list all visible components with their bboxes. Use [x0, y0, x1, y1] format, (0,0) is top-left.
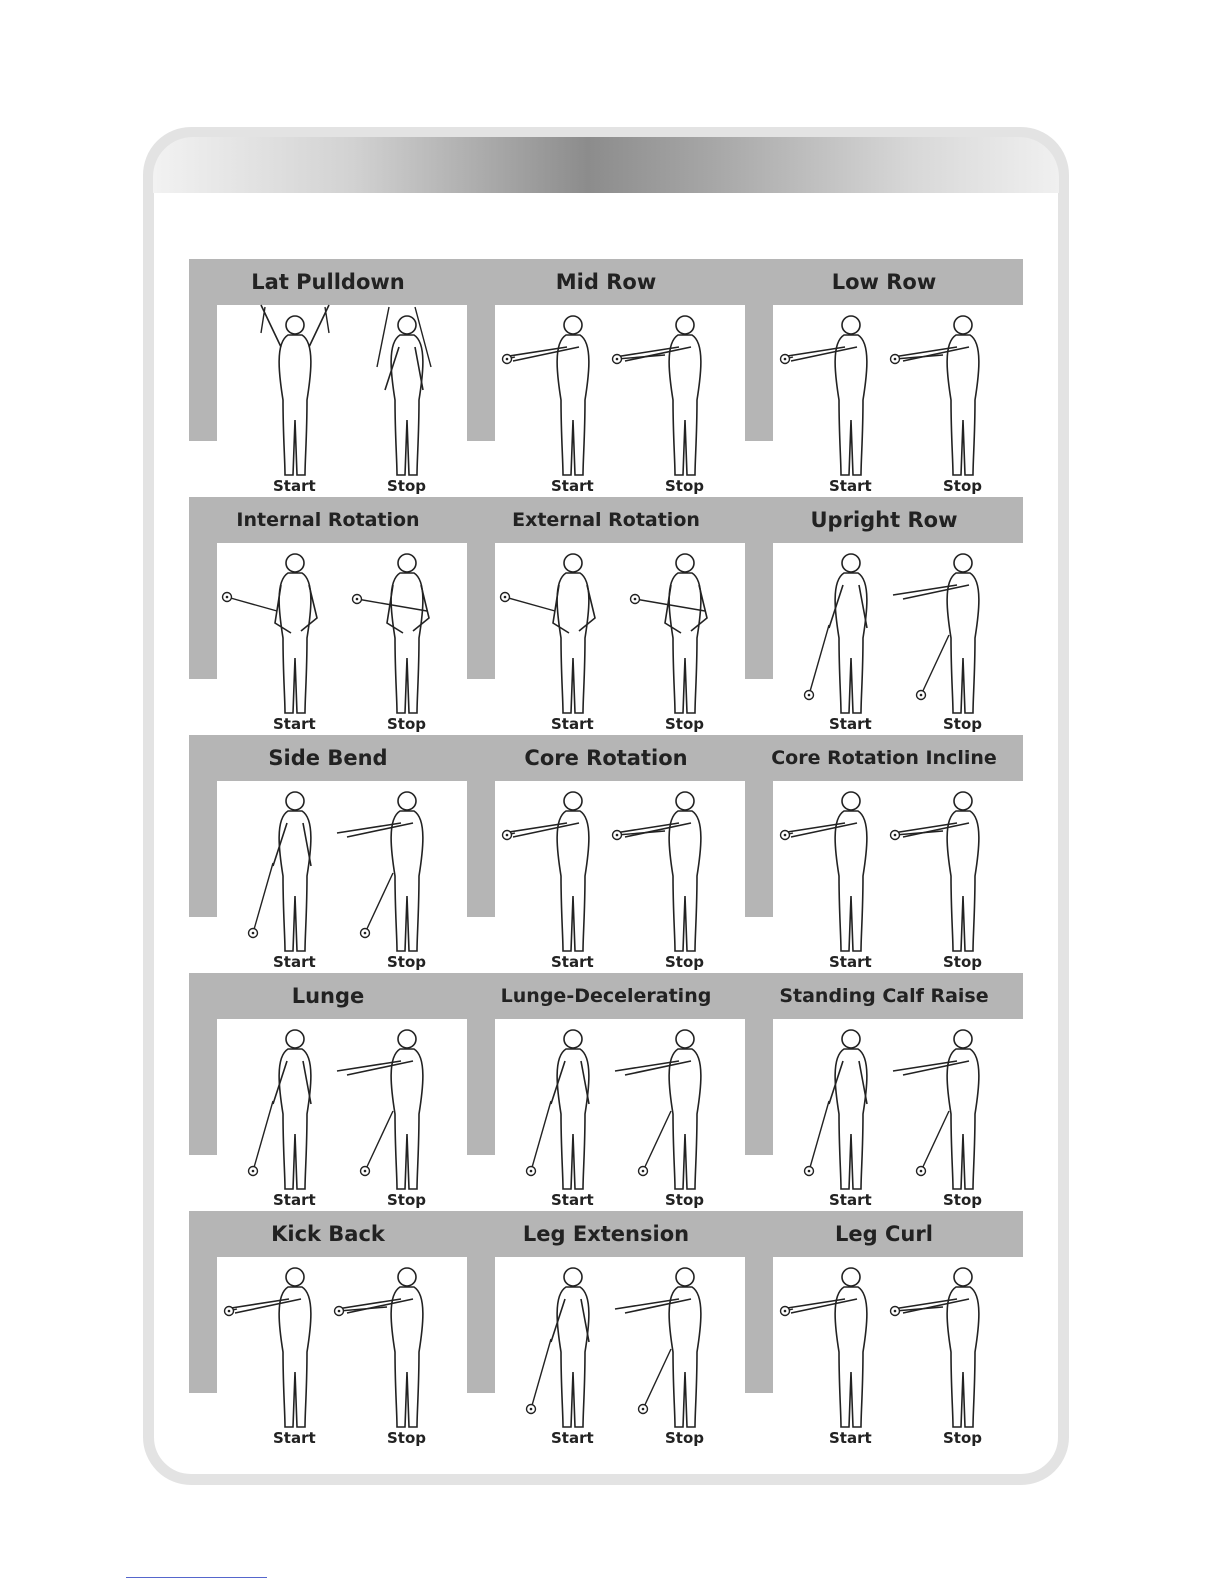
exercise-panel-lat-pulldown — [189, 259, 467, 497]
side-bend-figure-icon — [217, 783, 467, 955]
stop-label: Stop — [943, 1191, 983, 1209]
internal-rotation-figure-icon — [217, 545, 467, 717]
start-label: Start — [273, 1191, 316, 1209]
exercise-panel-standing-calf-raise — [745, 973, 1023, 1211]
stop-label: Stop — [943, 953, 983, 971]
lat-pulldown-figure-icon — [217, 307, 467, 479]
start-label: Start — [551, 1429, 594, 1447]
exercise-title: Standing Calf Raise — [779, 985, 989, 1007]
start-label: Start — [829, 1191, 872, 1209]
exercise-panel-low-row — [745, 259, 1023, 497]
exercise-panel-leg-curl — [745, 1211, 1023, 1449]
exercise-panel-lunge-decelerating — [467, 973, 745, 1211]
stop-label: Stop — [387, 953, 427, 971]
start-label: Start — [829, 477, 872, 495]
leg-curl-figure-icon — [773, 1259, 1023, 1431]
start-label: Start — [551, 1191, 594, 1209]
start-label: Start — [273, 477, 316, 495]
stop-label: Stop — [387, 1429, 427, 1447]
mid-row-figure-icon — [495, 307, 745, 479]
exercise-panel-kick-back — [189, 1211, 467, 1449]
header-banner — [153, 137, 1059, 193]
start-label: Start — [551, 477, 594, 495]
standing-calf-raise-figure-icon — [773, 1021, 1023, 1193]
core-rotation-incline-figure-icon — [773, 783, 1023, 955]
exercise-title: Lat Pulldown — [251, 270, 405, 294]
stop-label: Stop — [387, 477, 427, 495]
stop-label: Stop — [943, 715, 983, 733]
exercise-panel-internal-rotation — [189, 497, 467, 735]
exercise-panel-mid-row — [467, 259, 745, 497]
exercise-panel-external-rotation — [467, 497, 745, 735]
exercise-title: Lunge — [291, 984, 365, 1008]
upright-row-figure-icon — [773, 545, 1023, 717]
core-rotation-figure-icon — [495, 783, 745, 955]
stop-label: Stop — [665, 1191, 705, 1209]
exercise-title: Leg Curl — [835, 1222, 933, 1246]
exercise-title: Low Row — [831, 270, 937, 294]
leg-extension-figure-icon — [495, 1259, 745, 1431]
start-label: Start — [551, 715, 594, 733]
exercise-title: Upright Row — [810, 508, 958, 532]
exercise-title: Lunge-Decelerating — [500, 985, 712, 1007]
exercise-panel-core-rotation-incline — [745, 735, 1023, 973]
exercise-title: Leg Extension — [522, 1222, 690, 1246]
start-label: Start — [829, 715, 872, 733]
stop-label: Stop — [665, 953, 705, 971]
start-label: Start — [829, 953, 872, 971]
exercise-title: Kick Back — [271, 1222, 385, 1246]
exercise-title: External Rotation — [512, 509, 700, 531]
stop-label: Stop — [943, 477, 983, 495]
stop-label: Stop — [943, 1429, 983, 1447]
exercise-panel-leg-extension — [467, 1211, 745, 1449]
stop-label: Stop — [665, 1429, 705, 1447]
exercise-panel-upright-row — [745, 497, 1023, 735]
external-rotation-figure-icon — [495, 545, 745, 717]
stop-label: Stop — [665, 477, 705, 495]
start-label: Start — [551, 953, 594, 971]
lunge-figure-icon — [217, 1021, 467, 1193]
exercise-panel-core-rotation — [467, 735, 745, 973]
footnote-rule — [126, 1577, 267, 1578]
exercise-title: Internal Rotation — [236, 509, 420, 531]
stop-label: Stop — [665, 715, 705, 733]
start-label: Start — [273, 715, 316, 733]
start-label: Start — [829, 1429, 872, 1447]
exercise-panel-lunge — [189, 973, 467, 1211]
stop-label: Stop — [387, 1191, 427, 1209]
start-label: Start — [273, 1429, 316, 1447]
exercise-title: Mid Row — [555, 270, 657, 294]
exercise-panel-side-bend — [189, 735, 467, 973]
exercise-title: Core Rotation Incline — [771, 747, 997, 769]
lunge-decelerating-figure-icon — [495, 1021, 745, 1193]
stop-label: Stop — [387, 715, 427, 733]
start-label: Start — [273, 953, 316, 971]
exercise-title: Core Rotation — [524, 746, 688, 770]
exercise-title: Side Bend — [268, 746, 388, 770]
low-row-figure-icon — [773, 307, 1023, 479]
kick-back-figure-icon — [217, 1259, 467, 1431]
